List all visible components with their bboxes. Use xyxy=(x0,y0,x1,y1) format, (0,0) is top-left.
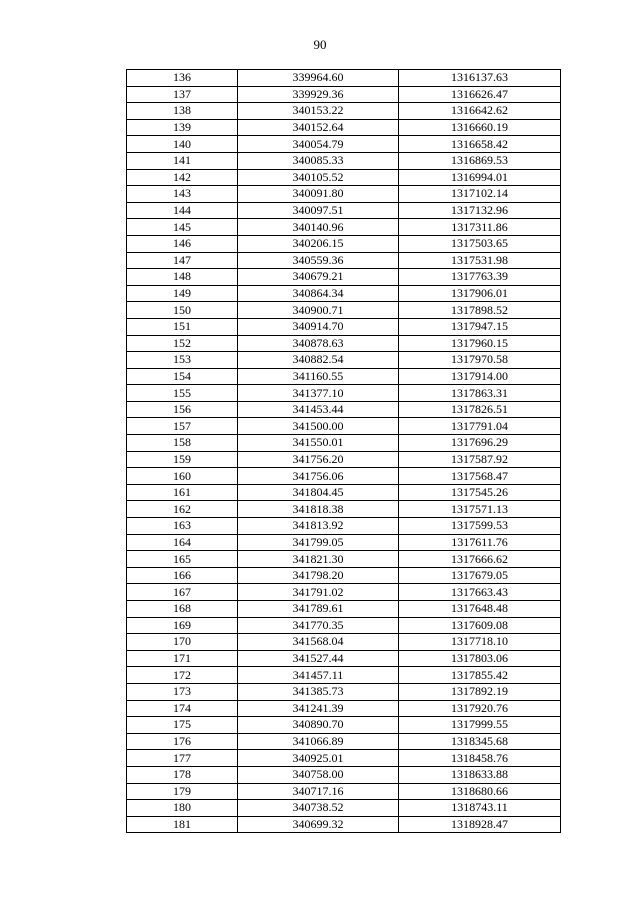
table-row xyxy=(127,318,561,335)
x-coordinate-cell: 341821.30 xyxy=(238,551,399,568)
x-coordinate-cell: 341160.55 xyxy=(238,368,399,385)
y-coordinate-cell: 1318680.66 xyxy=(399,783,561,800)
table-row xyxy=(127,534,561,551)
y-coordinate-cell: 1317718.10 xyxy=(399,634,561,651)
x-coordinate-cell: 341377.10 xyxy=(238,385,399,402)
x-coordinate-cell: 340864.34 xyxy=(238,285,399,302)
page-number: 90 xyxy=(313,37,327,52)
x-coordinate-cell: 340925.01 xyxy=(238,750,399,767)
y-coordinate-cell: 1317311.86 xyxy=(399,219,561,236)
x-coordinate-cell: 339964.60 xyxy=(238,70,399,87)
x-coordinate-cell: 340699.32 xyxy=(238,816,399,833)
point-number-cell: 162 xyxy=(127,501,238,518)
point-number-cell: 180 xyxy=(127,800,238,817)
x-coordinate-cell: 341813.92 xyxy=(238,518,399,535)
coordinate-table-body xyxy=(127,70,561,833)
table-row xyxy=(127,385,561,402)
y-coordinate-cell: 1317611.76 xyxy=(399,534,561,551)
table-row xyxy=(127,235,561,252)
point-number-cell: 146 xyxy=(127,235,238,252)
x-coordinate-cell: 341457.11 xyxy=(238,667,399,684)
y-coordinate-cell: 1317132.96 xyxy=(399,202,561,219)
point-number-cell: 165 xyxy=(127,551,238,568)
table-row xyxy=(127,567,561,584)
point-number-cell: 169 xyxy=(127,617,238,634)
point-number-cell: 147 xyxy=(127,252,238,269)
point-number-cell: 141 xyxy=(127,152,238,169)
x-coordinate-cell: 341453.44 xyxy=(238,401,399,418)
x-coordinate-cell: 340914.70 xyxy=(238,318,399,335)
y-coordinate-cell: 1316642.62 xyxy=(399,103,561,120)
table-row xyxy=(127,501,561,518)
y-coordinate-cell: 1317568.47 xyxy=(399,468,561,485)
point-number-cell: 145 xyxy=(127,219,238,236)
table-row xyxy=(127,119,561,136)
table-row xyxy=(127,435,561,452)
point-number-cell: 155 xyxy=(127,385,238,402)
point-number-cell: 153 xyxy=(127,352,238,369)
y-coordinate-cell: 1317503.65 xyxy=(399,235,561,252)
table-row xyxy=(127,269,561,286)
x-coordinate-cell: 341791.02 xyxy=(238,584,399,601)
table-row xyxy=(127,219,561,236)
point-number-cell: 150 xyxy=(127,302,238,319)
y-coordinate-cell: 1318743.11 xyxy=(399,800,561,817)
point-number-cell: 158 xyxy=(127,435,238,452)
table-row xyxy=(127,667,561,684)
x-coordinate-cell: 341568.04 xyxy=(238,634,399,651)
table-row xyxy=(127,335,561,352)
x-coordinate-cell: 341385.73 xyxy=(238,683,399,700)
coordinate-table xyxy=(126,69,561,833)
y-coordinate-cell: 1317609.08 xyxy=(399,617,561,634)
y-coordinate-cell: 1317571.13 xyxy=(399,501,561,518)
table-row xyxy=(127,783,561,800)
point-number-cell: 157 xyxy=(127,418,238,435)
y-coordinate-cell: 1318458.76 xyxy=(399,750,561,767)
x-coordinate-cell: 341804.45 xyxy=(238,484,399,501)
y-coordinate-cell: 1317763.39 xyxy=(399,269,561,286)
table-row xyxy=(127,136,561,153)
point-number-cell: 163 xyxy=(127,518,238,535)
table-row xyxy=(127,601,561,618)
table-row xyxy=(127,186,561,203)
y-coordinate-cell: 1317531.98 xyxy=(399,252,561,269)
x-coordinate-cell: 340900.71 xyxy=(238,302,399,319)
y-coordinate-cell: 1317914.00 xyxy=(399,368,561,385)
point-number-cell: 148 xyxy=(127,269,238,286)
y-coordinate-cell: 1316626.47 xyxy=(399,86,561,103)
table-row xyxy=(127,634,561,651)
y-coordinate-cell: 1316137.63 xyxy=(399,70,561,87)
table-row xyxy=(127,733,561,750)
table-row xyxy=(127,750,561,767)
x-coordinate-cell: 341756.20 xyxy=(238,451,399,468)
table-row xyxy=(127,352,561,369)
y-coordinate-cell: 1316994.01 xyxy=(399,169,561,186)
y-coordinate-cell: 1317696.29 xyxy=(399,435,561,452)
point-number-cell: 142 xyxy=(127,169,238,186)
table-row xyxy=(127,103,561,120)
point-number-cell: 176 xyxy=(127,733,238,750)
point-number-cell: 160 xyxy=(127,468,238,485)
table-row xyxy=(127,683,561,700)
y-coordinate-cell: 1317803.06 xyxy=(399,650,561,667)
table-row xyxy=(127,484,561,501)
table-row xyxy=(127,766,561,783)
point-number-cell: 149 xyxy=(127,285,238,302)
point-number-cell: 154 xyxy=(127,368,238,385)
y-coordinate-cell: 1317599.53 xyxy=(399,518,561,535)
x-coordinate-cell: 339929.36 xyxy=(238,86,399,103)
y-coordinate-cell: 1317906.01 xyxy=(399,285,561,302)
table-row xyxy=(127,302,561,319)
point-number-cell: 172 xyxy=(127,667,238,684)
point-number-cell: 139 xyxy=(127,119,238,136)
table-row xyxy=(127,816,561,833)
y-coordinate-cell: 1317826.51 xyxy=(399,401,561,418)
point-number-cell: 164 xyxy=(127,534,238,551)
y-coordinate-cell: 1317648.48 xyxy=(399,601,561,618)
point-number-cell: 174 xyxy=(127,700,238,717)
point-number-cell: 161 xyxy=(127,484,238,501)
point-number-cell: 140 xyxy=(127,136,238,153)
x-coordinate-cell: 341799.05 xyxy=(238,534,399,551)
point-number-cell: 136 xyxy=(127,70,238,87)
x-coordinate-cell: 340153.22 xyxy=(238,103,399,120)
point-number-cell: 137 xyxy=(127,86,238,103)
y-coordinate-cell: 1318633.88 xyxy=(399,766,561,783)
y-coordinate-cell: 1317960.15 xyxy=(399,335,561,352)
y-coordinate-cell: 1317970.58 xyxy=(399,352,561,369)
y-coordinate-cell: 1317892.19 xyxy=(399,683,561,700)
y-coordinate-cell: 1317999.55 xyxy=(399,717,561,734)
point-number-cell: 175 xyxy=(127,717,238,734)
table-row xyxy=(127,401,561,418)
table-row xyxy=(127,152,561,169)
x-coordinate-cell: 340878.63 xyxy=(238,335,399,352)
table-row xyxy=(127,468,561,485)
table-row xyxy=(127,617,561,634)
y-coordinate-cell: 1317102.14 xyxy=(399,186,561,203)
table-row xyxy=(127,518,561,535)
y-coordinate-cell: 1317898.52 xyxy=(399,302,561,319)
point-number-cell: 143 xyxy=(127,186,238,203)
table-row xyxy=(127,418,561,435)
x-coordinate-cell: 340152.64 xyxy=(238,119,399,136)
y-coordinate-cell: 1317663.43 xyxy=(399,584,561,601)
table-row xyxy=(127,717,561,734)
y-coordinate-cell: 1316658.42 xyxy=(399,136,561,153)
x-coordinate-cell: 340882.54 xyxy=(238,352,399,369)
point-number-cell: 179 xyxy=(127,783,238,800)
x-coordinate-cell: 340679.21 xyxy=(238,269,399,286)
x-coordinate-cell: 340097.51 xyxy=(238,202,399,219)
point-number-cell: 181 xyxy=(127,816,238,833)
y-coordinate-cell: 1318345.68 xyxy=(399,733,561,750)
x-coordinate-cell: 340085.33 xyxy=(238,152,399,169)
x-coordinate-cell: 340206.15 xyxy=(238,235,399,252)
x-coordinate-cell: 341527.44 xyxy=(238,650,399,667)
table-row xyxy=(127,86,561,103)
x-coordinate-cell: 341789.61 xyxy=(238,601,399,618)
point-number-cell: 151 xyxy=(127,318,238,335)
point-number-cell: 170 xyxy=(127,634,238,651)
x-coordinate-cell: 341756.06 xyxy=(238,468,399,485)
point-number-cell: 159 xyxy=(127,451,238,468)
table-row xyxy=(127,451,561,468)
y-coordinate-cell: 1318928.47 xyxy=(399,816,561,833)
y-coordinate-cell: 1317679.05 xyxy=(399,567,561,584)
y-coordinate-cell: 1316660.19 xyxy=(399,119,561,136)
point-number-cell: 177 xyxy=(127,750,238,767)
y-coordinate-cell: 1317791.04 xyxy=(399,418,561,435)
table-row xyxy=(127,650,561,667)
y-coordinate-cell: 1316869.53 xyxy=(399,152,561,169)
point-number-cell: 138 xyxy=(127,103,238,120)
y-coordinate-cell: 1317863.31 xyxy=(399,385,561,402)
y-coordinate-cell: 1317855.42 xyxy=(399,667,561,684)
table-row xyxy=(127,202,561,219)
y-coordinate-cell: 1317666.62 xyxy=(399,551,561,568)
y-coordinate-cell: 1317947.15 xyxy=(399,318,561,335)
x-coordinate-cell: 340717.16 xyxy=(238,783,399,800)
table-row xyxy=(127,368,561,385)
table-row xyxy=(127,700,561,717)
point-number-cell: 171 xyxy=(127,650,238,667)
x-coordinate-cell: 340054.79 xyxy=(238,136,399,153)
x-coordinate-cell: 340105.52 xyxy=(238,169,399,186)
point-number-cell: 156 xyxy=(127,401,238,418)
x-coordinate-cell: 341066.89 xyxy=(238,733,399,750)
point-number-cell: 173 xyxy=(127,683,238,700)
y-coordinate-cell: 1317545.26 xyxy=(399,484,561,501)
x-coordinate-cell: 340738.52 xyxy=(238,800,399,817)
x-coordinate-cell: 341500.00 xyxy=(238,418,399,435)
point-number-cell: 144 xyxy=(127,202,238,219)
x-coordinate-cell: 341798.20 xyxy=(238,567,399,584)
x-coordinate-cell: 340559.36 xyxy=(238,252,399,269)
table-row xyxy=(127,285,561,302)
x-coordinate-cell: 340140.96 xyxy=(238,219,399,236)
table-row xyxy=(127,551,561,568)
y-coordinate-cell: 1317920.76 xyxy=(399,700,561,717)
table-row xyxy=(127,70,561,87)
x-coordinate-cell: 341241.39 xyxy=(238,700,399,717)
point-number-cell: 168 xyxy=(127,601,238,618)
point-number-cell: 166 xyxy=(127,567,238,584)
point-number-cell: 178 xyxy=(127,766,238,783)
point-number-cell: 167 xyxy=(127,584,238,601)
y-coordinate-cell: 1317587.92 xyxy=(399,451,561,468)
x-coordinate-cell: 340890.70 xyxy=(238,717,399,734)
table-row xyxy=(127,800,561,817)
x-coordinate-cell: 341818.38 xyxy=(238,501,399,518)
x-coordinate-cell: 340091.80 xyxy=(238,186,399,203)
x-coordinate-cell: 341770.35 xyxy=(238,617,399,634)
table-row xyxy=(127,169,561,186)
point-number-cell: 152 xyxy=(127,335,238,352)
table-row xyxy=(127,252,561,269)
table-row xyxy=(127,584,561,601)
x-coordinate-cell: 341550.01 xyxy=(238,435,399,452)
x-coordinate-cell: 340758.00 xyxy=(238,766,399,783)
